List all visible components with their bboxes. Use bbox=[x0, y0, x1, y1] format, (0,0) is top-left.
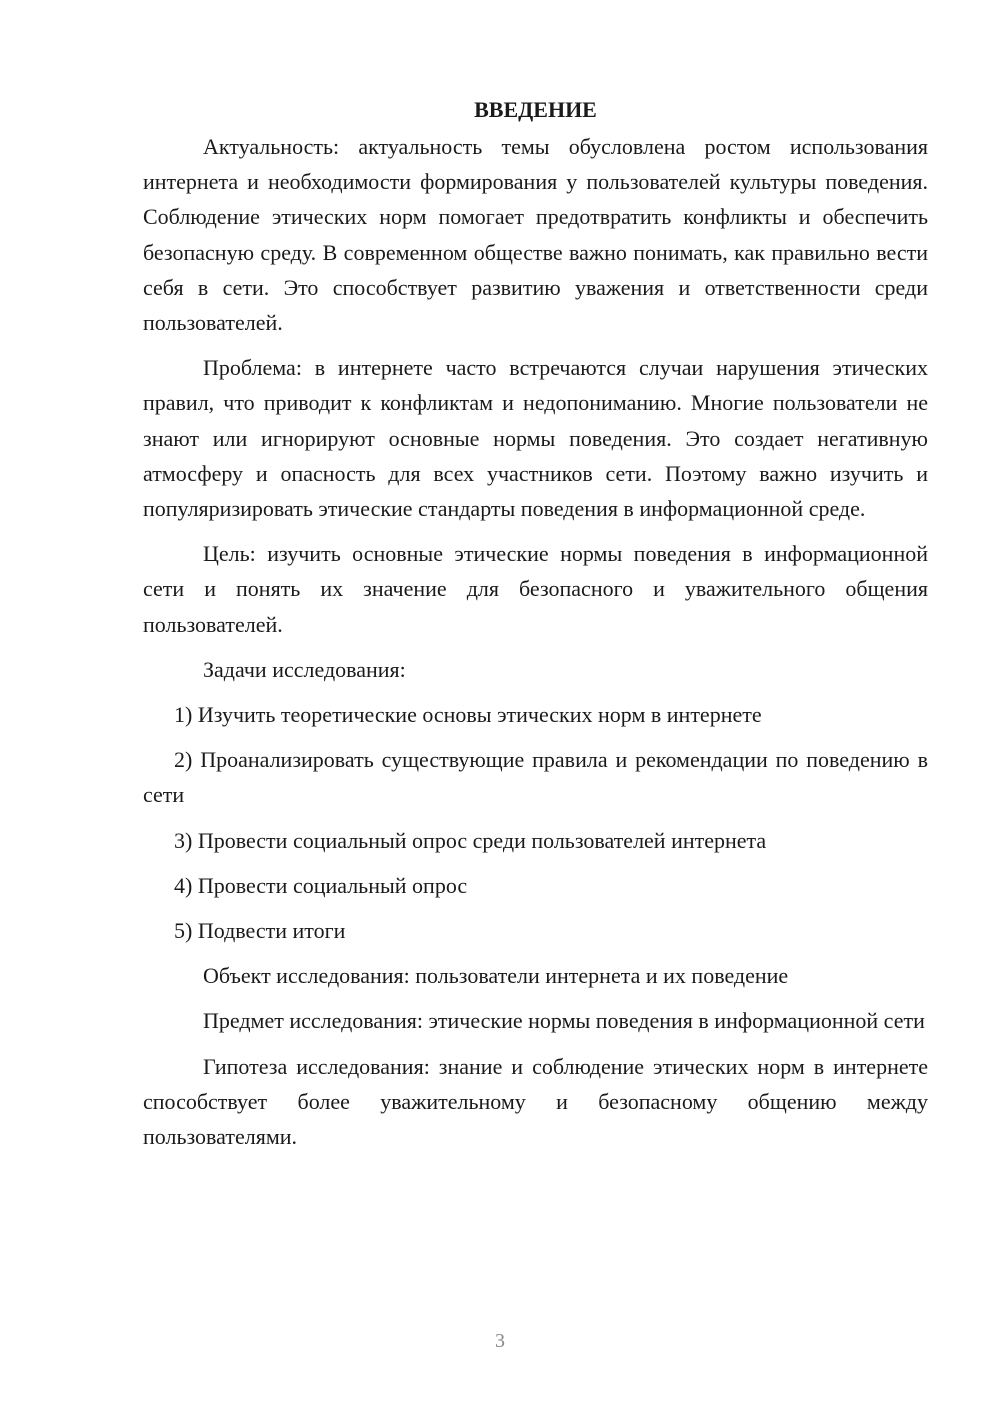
task-item-1: 1) Изучить теоретические основы этических норм в интернете bbox=[174, 702, 762, 728]
problem-paragraph: Проблема: в интернете часто встречаются случаи нарушения этических правил, что приводит к конфликтам и недопониманию. Многие пользователи не знают или игнорируют основные нормы поведения. Это создает негативную атмосферу и опасность для всех участников сети. Поэтому важно изучить и популяризировать этические стандарты поведения в информационной среде. bbox=[143, 355, 928, 522]
task-item-3: 3) Провести социальный опрос среди пользователей интернета bbox=[174, 827, 767, 853]
task-item-2: 2) Проанализировать существующие правила и рекомендации по поведению в сети bbox=[143, 747, 928, 808]
tasks-heading: Задачи исследования: bbox=[203, 656, 406, 682]
task-item-4: 4) Провести социальный опрос bbox=[174, 872, 468, 898]
goal-paragraph: Цель: изучить основные этические нормы поведения в информационной сети и понять их значение для безопасного и уважительного общения пользователей. bbox=[143, 541, 928, 637]
relevance-paragraph: Актуальность: актуальность темы обусловлена ростом использования интернета и необходимости формирования у пользователей культуры поведения. Соблюдение этических норм помогает предотвратить конфликты и обеспечить безопасную среду. В современном обществе важно понимать, как правильно вести себя в сети. Это способствует развитию уважения и ответственности среди пользователей. bbox=[143, 134, 928, 336]
task-item-5: 5) Подвести итоги bbox=[174, 918, 346, 944]
object-paragraph: Объект исследования: пользователи интернета и их поведение bbox=[203, 963, 789, 989]
document-page bbox=[143, 92, 928, 1164]
hypothesis-paragraph: Гипотеза исследования: знание и соблюдение этических норм в интернете способствует более уважительному и безопасному общению между пользователями. bbox=[143, 1053, 928, 1150]
subject-paragraph: Предмет исследования: этические нормы поведения в информационной сети bbox=[203, 1008, 925, 1034]
section-title: ВВЕДЕНИЕ bbox=[474, 97, 597, 122]
page-number: 3 bbox=[495, 1330, 505, 1352]
